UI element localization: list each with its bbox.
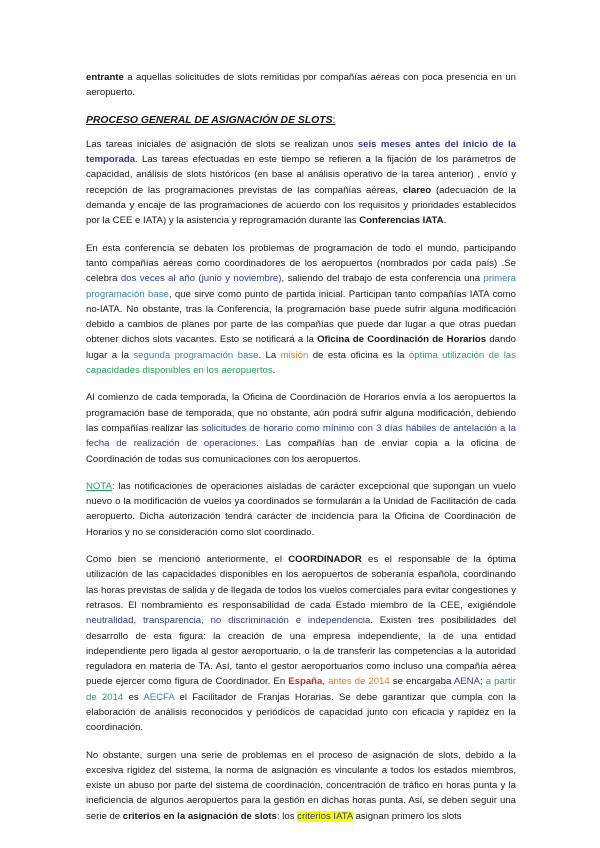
text-run: AECFA [143, 691, 175, 703]
text-run: NOTA [86, 480, 112, 492]
text-run: clareo [402, 184, 432, 196]
text-run: entrante [86, 72, 124, 83]
text-run: seis meses antes del inicio de la temporada [86, 138, 516, 166]
text-run: a aquellas solicitudes de slots remitidas por compañías aéreas con poca presencia en un aeropuerto. [86, 72, 516, 99]
text-run: primera programación base [86, 273, 517, 300]
section-heading [86, 113, 516, 128]
document-body [86, 70, 516, 836]
paragraph-season-start [86, 390, 516, 466]
text-run: AENA [453, 676, 480, 688]
text-run: . [272, 365, 276, 377]
text-run: . Existen tres posibilidades del desarrollo de esta figura: la creación de una empresa independiente, la de una entidad independiente pero ligada al gestor aeroportuario, o la de transferir las competencias a la autoridad reguladora en materia de TA. Así, tanto el gestor aeroportuarios como incluso una compañía aérea puede ejercer como figura de Coordinador. En [86, 615, 516, 688]
text-run: , saliendo del trabajo de esta conferencia una [281, 273, 484, 285]
section-heading-text: PROCESO GENERAL DE ASIGNACIÓN DE SLOTS [86, 114, 333, 126]
text-run: criterios IATA [297, 810, 353, 822]
text-run: antes de 2014 [328, 676, 390, 688]
text-run: . [443, 215, 447, 227]
paragraph-problems [86, 748, 516, 824]
text-run: ; [479, 676, 486, 688]
text-run: el Facilitador de Franjas Horarias. Se debe garantizar que cumpla con la elaboración de análisis reconocidos y periódicos de capacidad junto con eficacia y rapidez en la coordinación. [86, 691, 516, 734]
text-run: se encargaba [389, 676, 454, 688]
text-run: a partir de 2014 [86, 676, 516, 703]
text-run: Como bien se mencionó anteriormente, el [86, 554, 289, 566]
text-run: España [288, 676, 323, 688]
text-run: : las notificaciones de operaciones aisladas de carácter excepcional que supongan un vuelo nuevo o la modificación de vuelos ya coordinados se formularán a la Unidad de Facilitación de cada aeropuerto. Dicha autorización tendrá carácter de incidencia para la Oficina de Coordinación de Horarios y no se consideración como slot coordinado. [86, 480, 516, 538]
text-run: criterios en la asignación de slots [122, 810, 277, 822]
text-run: . Las tareas efectuadas en este tiempo se refieren a la fijación de los parámetros de capacidad, análisis de slots históricos (en base al análisis operativo de la tarea anterior) , envío y recepción de las programaciones previstas de las compañías aéreas, [86, 154, 516, 196]
text-run: es [123, 691, 144, 703]
paragraph-coordinator [86, 552, 516, 736]
text-run: COORDINADOR [288, 554, 362, 566]
text-run: Conferencias IATA [359, 215, 444, 227]
text-run: (adecuación de la demanda y encaje de las programaciones de acuerdo con los requisitos y prioridades establecidos por la CEE e IATA) y la asistencia y reprogramación durante las [86, 184, 516, 227]
text-run: misión [280, 349, 309, 361]
section-heading-colon: : [332, 114, 336, 126]
text-run: : los [276, 810, 298, 822]
text-run: neutralidad, transparencia, no discriminación e independencia [86, 615, 371, 627]
text-run: . Las compañías han de enviar copia a la oficina de Coordinación de todas sus comunicaciones con los aeropuertos. [86, 438, 517, 465]
paragraph-conference [86, 241, 516, 379]
paragraph-note [86, 479, 516, 540]
text-run: Las tareas iniciales de asignación de slots se realizan unos [86, 138, 358, 150]
text-run: segunda programación base [133, 349, 259, 361]
text-run: Al comienzo de cada temporada, la Oficina de Coordinación de Horarios envía a los aeropuertos la programación base de temporada, que no obstante, aún podrá sufrir alguna modificación, debiendo las compañías realizar las [86, 392, 516, 434]
text-run: dos veces al año (junio y noviembre) [120, 273, 282, 285]
text-run: es el responsable de la óptima utilización de las capacidades disponibles en los aeropuertos de soberanía española, coordinando las horas previstas de salida y de llegada de todos los vuelos comerciales para evitar congestiones y retrasos. El nombramiento es responsabilidad de cada Estado miembro de la CEE, exigiéndole [86, 554, 517, 611]
text-run: . La [258, 349, 281, 361]
text-run: En esta conferencia se debaten los problemas de programación de todo el mundo, participando tanto compañías aéreas como coordinadores de los aeropuertos (nombrados por cada país) .Se celebra [86, 242, 516, 285]
text-run: de esta oficina es la [308, 349, 409, 361]
text-run: dando lugar a la [86, 334, 517, 361]
paragraph-initial-tasks [86, 137, 516, 229]
paragraph-intro [86, 70, 516, 101]
text-run: No obstante, surgen una serie de problemas en el proceso de asignación de slots, debido a la excesiva rigidez del sistema, la norma de asignación es vinculante a todos los estados miembros, existe un abuso por parte del sistema de coordinación, concentración de tráfico en horas punta y la ineficiencia de algunos aeropuertos para la gestión en dichas horas punta. Así, se deben seguir una serie de [86, 749, 516, 822]
text-run: asignan primero los slots [352, 810, 462, 822]
text-run: óptima utilización de las capacidades disponibles en los aeropuertos [86, 349, 516, 377]
text-run: , que sirve como punto de partida inicial. Participan tanto compañías IATA como no-IATA. No obstante, tras la Conferencia, la programación base puede sufrir alguna modificación debido a cambios de planes por parte de las compañías que puede dar lugar a que otras puedan obtener dichos slots vacantes. Esto se notificará a la [86, 288, 516, 346]
text-run: Oficina de Coordinación de Horarios [317, 334, 487, 346]
text-run: solicitudes de horario como mínimo con 3 días hábiles de antelación a la fecha de realización de operaciones [86, 422, 517, 450]
text-run: , [322, 676, 329, 688]
